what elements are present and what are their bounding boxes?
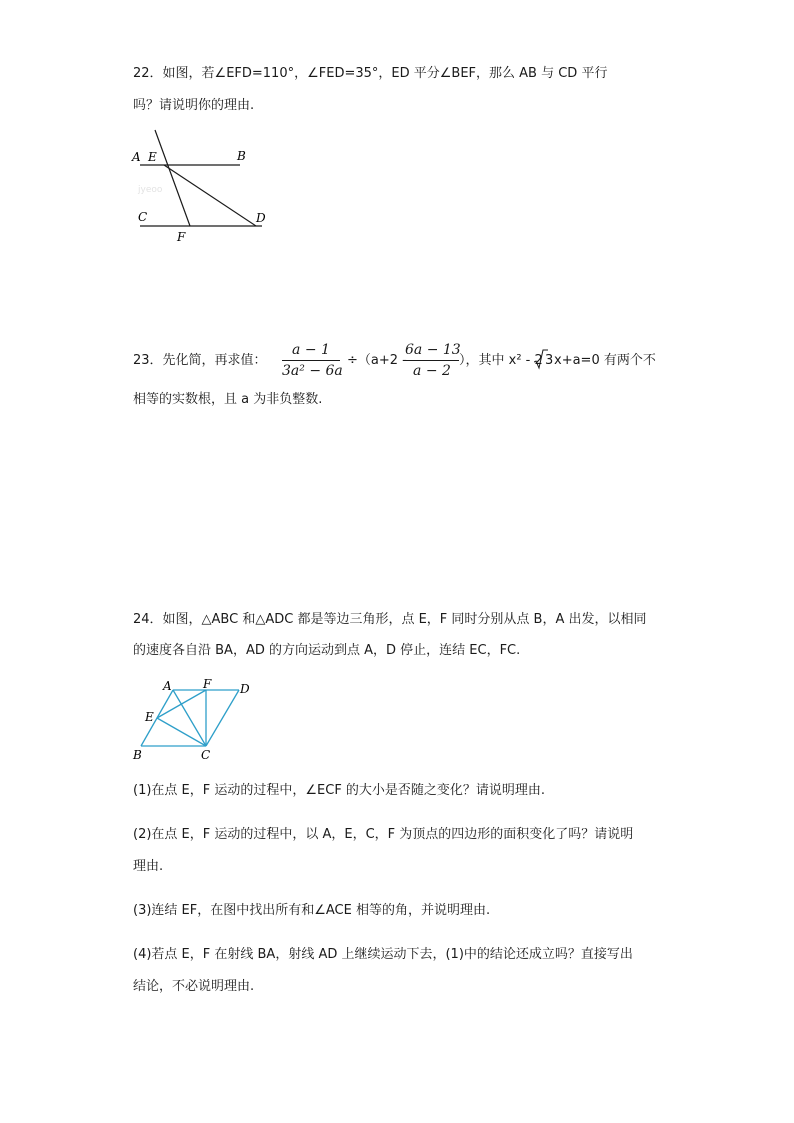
q23-sqrt-arg: 3: [545, 353, 554, 368]
q23-suffix-a: ），其中 x² - 2: [459, 353, 543, 368]
label-b: B: [237, 149, 246, 163]
label-c: C: [138, 210, 148, 224]
q23-prefix: 23．先化简，再求值：: [133, 353, 267, 368]
q23-frac1-denominator: 3a² − 6a: [282, 363, 343, 379]
label-e: E: [148, 150, 157, 164]
q24-text-line1: 24．如图，△ABC 和△ADC 都是等边三角形，点 E，F 同时分别从点 B，A 出发，以相同: [133, 612, 647, 627]
q24-part2-line1: (2)在点 E，F 运动的过程中，以 A，E，C，F 为顶点的四边形的面积变化了吗？请说明: [133, 827, 634, 842]
q22-text-line1: 22．如图，若∠EFD=110°，∠FED=35°，ED 平分∠BEF，那么 AB 与 CD 平行: [133, 66, 608, 81]
segment-ac: [173, 690, 206, 746]
q24-part1: (1)在点 E，F 运动的过程中，∠ECF 的大小是否随之变化？请说明理由.: [133, 783, 546, 798]
q24-figure: [0, 670, 794, 770]
line-ed: [164, 165, 256, 226]
segment-cd: [206, 690, 239, 746]
segment-ec: [157, 718, 206, 746]
label-f: F: [177, 230, 186, 244]
q23-frac1-numerator: a − 1: [292, 342, 330, 358]
q24-part4-line1: (4)若点 E，F 在射线 BA，射线 AD 上继续运动下去，(1)中的结论还成立吗？直接写出: [133, 947, 633, 962]
q22-text-line2: 吗？请说明你的理由.: [133, 98, 255, 113]
q23-fraction-2: [405, 342, 459, 379]
q23-frac2-numerator: 6a − 13: [405, 342, 461, 358]
label-d: D: [256, 211, 266, 225]
label-d: D: [240, 682, 250, 696]
q24-part2-line2: 理由.: [133, 859, 164, 874]
q23-fraction-1: [282, 342, 343, 379]
q24-part3: (3)连结 EF，在图中找出所有和∠ACE 相等的角，并说明理由.: [133, 903, 491, 918]
label-c: C: [201, 748, 211, 762]
watermark: jyeoo: [138, 185, 163, 195]
label-e: E: [145, 710, 154, 724]
fraction-bar: [405, 360, 459, 361]
label-b: B: [133, 748, 142, 762]
label-f: F: [203, 677, 212, 691]
q23-frac2-denominator: a − 2: [413, 363, 451, 379]
label-a: A: [163, 679, 172, 693]
label-a: A: [132, 150, 141, 164]
q24-text-line2: 的速度各自沿 BA，AD 的方向运动到点 A，D 停止，连结 EC，FC.: [133, 643, 521, 658]
line-ef: [155, 130, 190, 226]
q22-figure: [0, 0, 794, 260]
q23-division: ÷（a+2 -: [347, 353, 407, 368]
q24-part4-line2: 结论，不必说明理由.: [133, 979, 255, 994]
q23-text-line2: 相等的实数根，且 a 为非负整数.: [133, 392, 323, 407]
fraction-bar: [282, 360, 340, 361]
q23-suffix-b: x+a=0 有两个不: [554, 353, 656, 368]
